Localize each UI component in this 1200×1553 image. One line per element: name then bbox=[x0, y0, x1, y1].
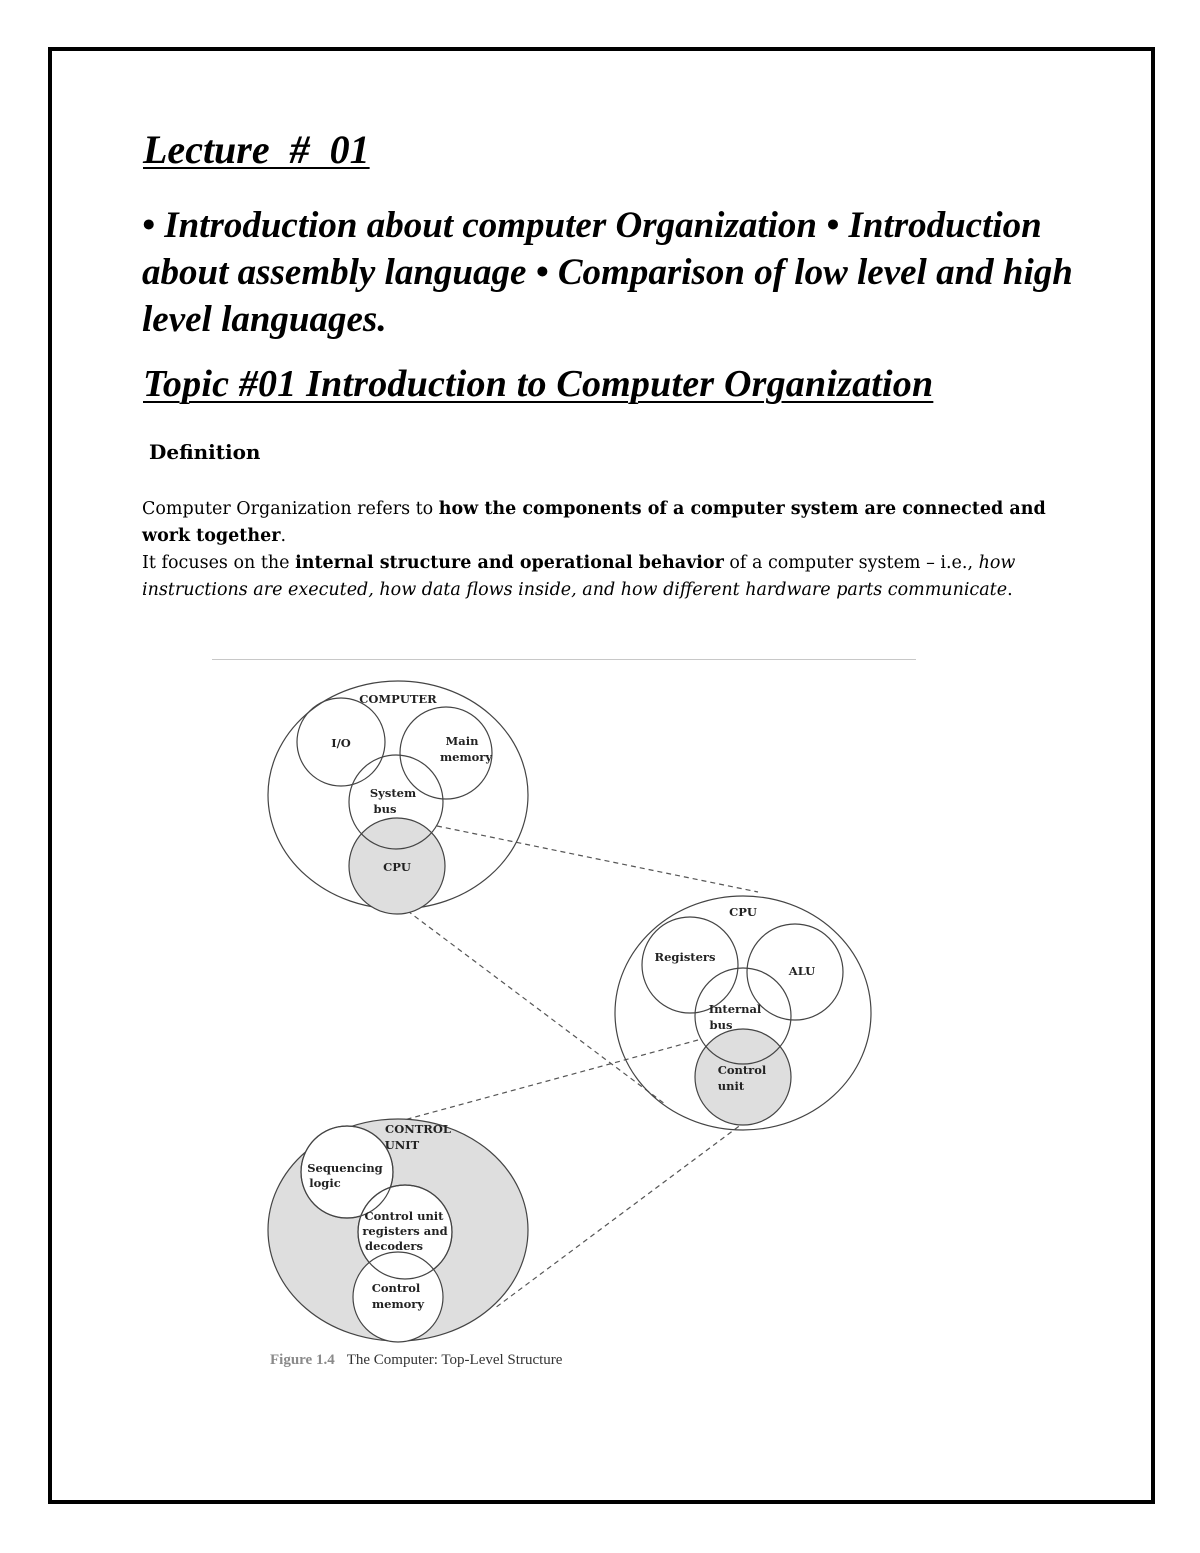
figure-caption-text: The Computer: Top-Level Structure bbox=[346, 1352, 563, 1368]
definition-text: It focuses on the bbox=[142, 553, 296, 573]
control-unit-group bbox=[268, 1119, 528, 1342]
figure-caption-label: Figure 1.4 bbox=[270, 1352, 335, 1368]
control-unit-title-label-2: UNIT bbox=[384, 1138, 420, 1152]
control-memory-label-2: memory bbox=[371, 1297, 425, 1311]
definition-emphasis: internal structure and operational behavior bbox=[295, 553, 724, 573]
definition-heading: Definition bbox=[149, 440, 261, 464]
connector-cu-top bbox=[382, 1040, 698, 1126]
connector-cpu-top bbox=[437, 826, 758, 892]
cu-registers-label: Control unit bbox=[364, 1209, 444, 1223]
definition-text: . bbox=[280, 526, 287, 546]
control-unit-title-label: CONTROL bbox=[385, 1122, 451, 1136]
system-bus-label-2: bus bbox=[373, 802, 397, 816]
main-memory-label-2: memory bbox=[439, 750, 493, 764]
io-label: I/O bbox=[331, 736, 351, 750]
computer-label: COMPUTER bbox=[359, 692, 437, 706]
connector-cu-bottom bbox=[495, 1121, 746, 1308]
registers-circle bbox=[642, 917, 738, 1013]
definition-italic: how instructions are executed, how data flows inside, and how different hardware parts communicate bbox=[142, 553, 1016, 600]
definition-text: . bbox=[1007, 580, 1013, 600]
definition-text: Computer Organization refers to bbox=[142, 499, 439, 519]
cu-registers-label-2: registers and bbox=[362, 1224, 448, 1238]
control-unit-label: Control bbox=[717, 1063, 767, 1077]
definition-text: of a computer system – i.e., bbox=[723, 553, 979, 573]
lecture-title: Lecture # 01 bbox=[143, 127, 370, 172]
lecture-agenda: • Introduction about computer Organization • Introduction about assembly language • Comparison of low level and high level languages. bbox=[142, 205, 1073, 340]
figure-caption bbox=[270, 1352, 562, 1369]
internal-bus-label: Internal bbox=[708, 1002, 762, 1016]
topic-title: Topic #01 Introduction to Computer Organization bbox=[143, 363, 934, 405]
control-unit-circle bbox=[695, 1029, 791, 1125]
cpu-title-label: CPU bbox=[729, 905, 757, 919]
system-bus-label: System bbox=[369, 786, 417, 800]
sequencing-logic-label: Sequencing bbox=[307, 1161, 383, 1175]
sequencing-logic-label-2: logic bbox=[309, 1176, 341, 1190]
alu-label: ALU bbox=[788, 964, 816, 978]
cu-registers-label-3: decoders bbox=[365, 1239, 423, 1253]
cpu-label: CPU bbox=[383, 860, 411, 874]
computer-group bbox=[268, 681, 528, 914]
control-memory-label: Control bbox=[371, 1281, 421, 1295]
connector-cpu-bottom bbox=[393, 900, 665, 1104]
internal-bus-label-2: bus bbox=[709, 1018, 733, 1032]
registers-label: Registers bbox=[654, 950, 716, 964]
main-memory-label: Main bbox=[445, 734, 479, 748]
definition-emphasis: how the components of a computer system are connected and work together bbox=[142, 499, 1046, 546]
control-unit-label-2: unit bbox=[717, 1079, 745, 1093]
